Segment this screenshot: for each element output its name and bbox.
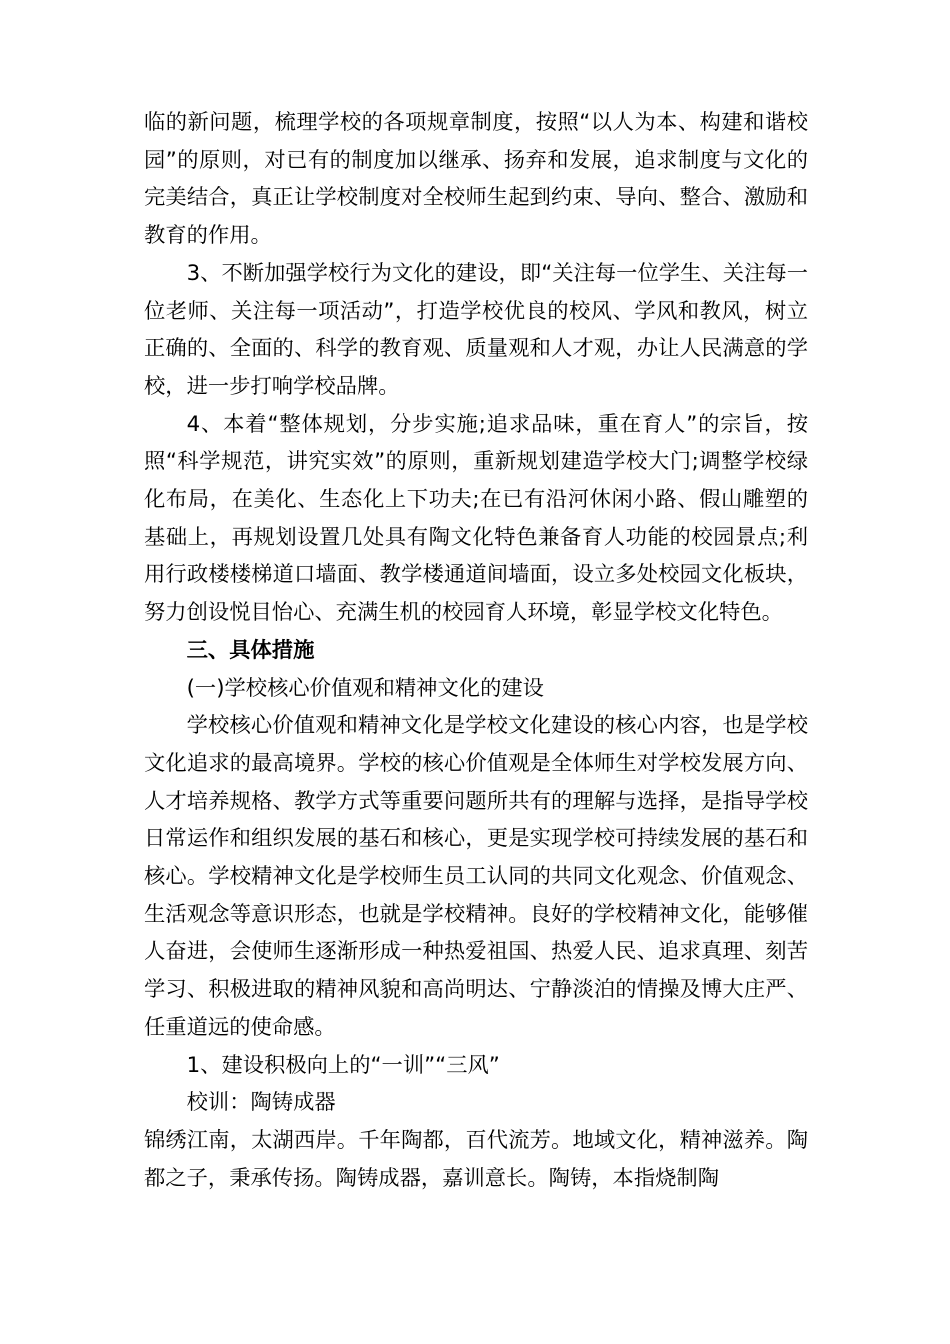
item-heading-motto-and-styles: 1、建设积极向上的“一训”“三风” xyxy=(186,1052,500,1078)
subsection-heading-core-values: (一)学校核心价值观和精神文化的建设 xyxy=(186,675,544,701)
paragraph-core-values: 学校核心价值观和精神文化是学校文化建设的核心内容，也是学校文化追求的最高境界。学校的核心价值观是全体师生对学校发展方向、人才培养规格、教学方式等重要问题所共有的理解与选择，是指导学校日常运作和组织发展的基石和核心，更是实现学校可持续发展的基石和核心。学校精神文化是学校师生员工认同的共同文化观念、价值观念、生活观念等意识形态，也就是学校精神。良好的学校精神文化，能够催人奋进，会使师生逐渐形成一种热爱祖国、热爱人民、追求真理、刻苦学习、积极进取的精神风貌和高尚明达、宁静淡泊的情操及博大庄严、任重道远的使命感。 xyxy=(144,713,808,1040)
paragraph-campus-environment: 4、本着“整体规划，分步实施;追求品味，重在育人”的宗旨，按照“科学规范，讲究实效”的原则，重新规划建造学校大门;调整学校绿化布局，在美化、生态化上下功夫;在已有沿河休闲小路、假山雕塑的基础上，再规划设置几处具有陶文化特色兼备育人功能的校园景点;利用行政楼楼梯道口墙面、教学楼通道间墙面，设立多处校园文化板块，努力创设悦目怡心、充满生机的校园育人环境，彰显学校文化特色。 xyxy=(144,411,808,626)
paragraph-rules-continuation: 临的新问题，梳理学校的各项规章制度，按照“以人为本、构建和谐校园”的原则，对已有的制度加以继承、扬弃和发展，追求制度与文化的完美结合，真正让学校制度对全校师生起到约束、导向、整合、激励和教育的作用。 xyxy=(144,110,808,249)
motto-label: 校训：陶铸成器 xyxy=(186,1090,336,1116)
section-heading-measures: 三、具体措施 xyxy=(186,637,315,663)
paragraph-behavior-culture: 3、不断加强学校行为文化的建设，即“关注每一位学生、关注每一位老师、关注每一项活动”，打造学校优良的校风、学风和教风，树立正确的、全面的、科学的教育观、质量观和人才观，办让人民满意的学校，进一步打响学校品牌。 xyxy=(144,260,808,399)
document-page xyxy=(144,104,808,1197)
paragraph-motto-explanation: 锦绣江南，太湖西岸。千年陶都，百代流芳。地域文化，精神滋养。陶都之子，秉承传扬。陶铸成器，嘉训意长。陶铸，本指烧制陶 xyxy=(144,1127,808,1191)
